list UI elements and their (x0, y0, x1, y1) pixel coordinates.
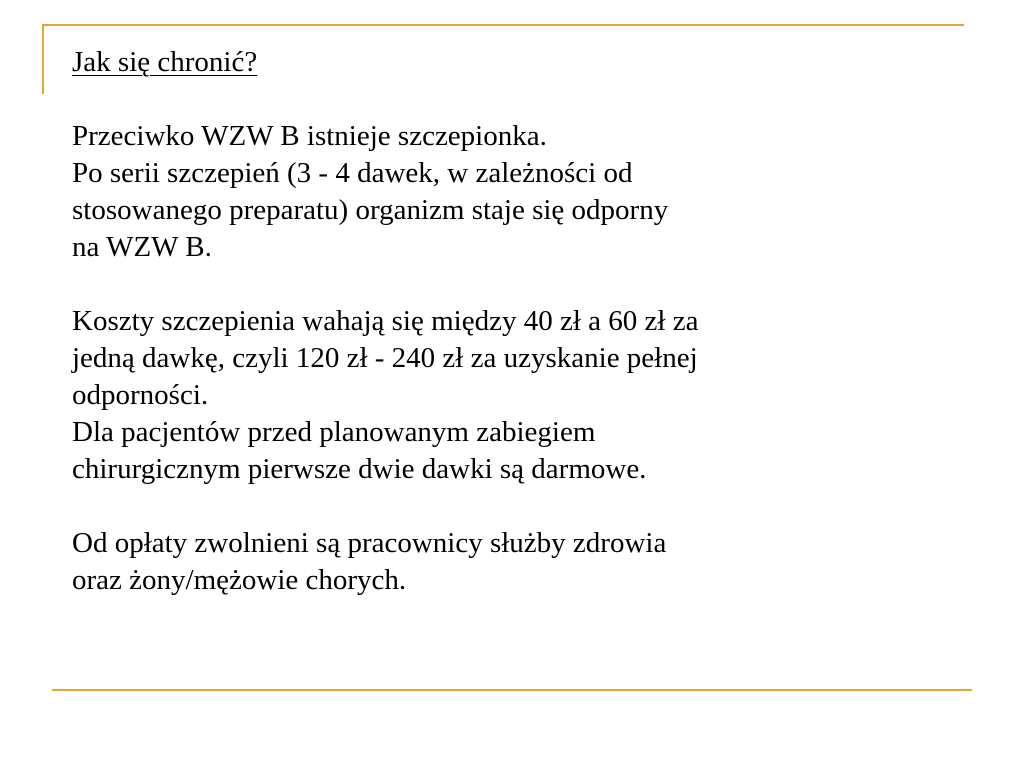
spacer (72, 266, 972, 303)
text-line: Koszty szczepienia wahają się między 40 zł a 60 zł za (72, 305, 699, 337)
text-line: odporności. (72, 379, 209, 411)
text-line: chirurgicznym pierwsze dwie dawki są darmowe. (72, 453, 647, 485)
spacer (72, 488, 972, 525)
text-line: jedną dawkę, czyli 120 zł - 240 zł za uzyskanie pełnej (72, 342, 698, 374)
slide-title: Jak się chronić? (72, 46, 258, 78)
text-line: stosowanego preparatu) organizm staje się odporny (72, 194, 669, 226)
text-line: Po serii szczepień (3 - 4 dawek, w zależności od (72, 157, 633, 189)
text-line: na WZW B. (72, 231, 212, 263)
paragraph-costs (72, 303, 972, 488)
slide-body (72, 44, 972, 599)
bottom-accent-rule (52, 689, 972, 691)
spacer (72, 81, 972, 118)
text-line: Przeciwko WZW B istnieje szczepionka. (72, 120, 547, 152)
paragraph-exemptions (72, 525, 972, 599)
paragraph-vaccine (72, 118, 972, 266)
top-accent-rule (42, 24, 964, 26)
left-accent-rule (42, 24, 44, 94)
text-line: Dla pacjentów przed planowanym zabiegiem (72, 416, 596, 448)
text-line: Od opłaty zwolnieni są pracownicy służby zdrowia (72, 527, 667, 559)
text-line: oraz żony/mężowie chorych. (72, 564, 407, 596)
